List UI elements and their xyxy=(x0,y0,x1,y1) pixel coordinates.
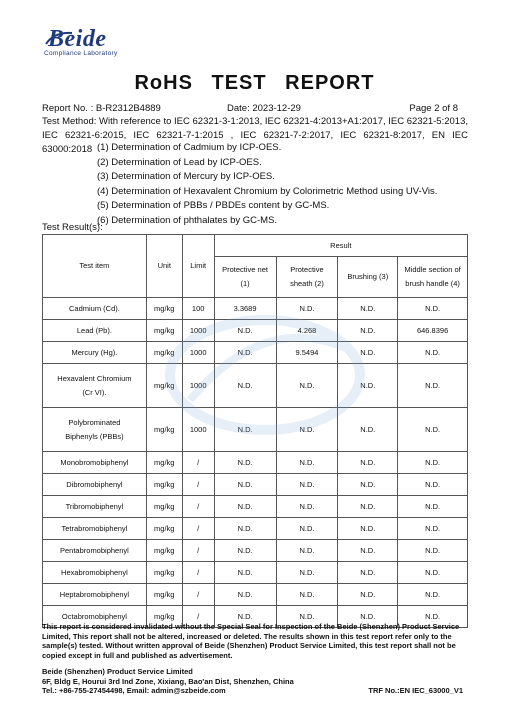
row-value: N.D. xyxy=(214,540,276,562)
row-value: N.D. xyxy=(214,320,276,342)
row-value: N.D. xyxy=(276,474,338,496)
table-row xyxy=(43,540,468,562)
footer-disclaimer: This report is considered invalidated without the Special Seal for Inspection of the Beide (Shenzhen) Product Service Limited, This report shall not be altered, increased or deleted. The results shown in this test report refer only to the sample(s) tested. Without written approval of Beide (Shenzhen) Product Service Limited, this test report shall not be copied except in full and published as advertisement. xyxy=(42,622,460,660)
logo-tagline: Compliance Laboratory xyxy=(44,50,118,57)
row-value: N.D. xyxy=(214,452,276,474)
row-value: N.D. xyxy=(398,518,468,540)
row-value: N.D. xyxy=(214,518,276,540)
company-logo xyxy=(44,26,134,60)
row-unit: mg/kg xyxy=(146,364,182,408)
row-value: N.D. xyxy=(338,408,398,452)
table-row xyxy=(43,518,468,540)
row-item: Lead (Pb). xyxy=(43,320,147,342)
table-row xyxy=(43,474,468,496)
determination-item: (6) Determination of phthalates by GC-MS. xyxy=(97,214,278,226)
table-row xyxy=(43,298,468,320)
row-unit: mg/kg xyxy=(146,540,182,562)
row-value: N.D. xyxy=(338,562,398,584)
row-value: N.D. xyxy=(214,562,276,584)
row-value: N.D. xyxy=(214,474,276,496)
row-value: N.D. xyxy=(338,298,398,320)
header-unit: Unit xyxy=(146,235,182,298)
row-value: N.D. xyxy=(276,518,338,540)
row-value: N.D. xyxy=(276,540,338,562)
row-item: Pentabromobiphenyl xyxy=(43,540,147,562)
row-value: N.D. xyxy=(398,364,468,408)
row-limit: 1000 xyxy=(182,408,214,452)
row-limit: / xyxy=(182,452,214,474)
header-result: Result xyxy=(214,235,467,257)
footer-contact: Tel.: +86-755-27454498, Email: admin@szbeide.com xyxy=(42,686,226,695)
determination-item: (4) Determination of Hexavalent Chromium by Colorimetric Method using UV-Vis. xyxy=(97,185,438,197)
page-number: Page 2 of 8 xyxy=(409,103,458,114)
table-row xyxy=(43,452,468,474)
header-col-3: Brushing (3) xyxy=(338,257,398,298)
row-limit: / xyxy=(182,562,214,584)
row-value: N.D. xyxy=(276,606,338,628)
page-title: RoHS TEST REPORT xyxy=(134,72,375,94)
row-value: N.D. xyxy=(338,474,398,496)
row-value: 646.8396 xyxy=(398,320,468,342)
row-value: N.D. xyxy=(398,474,468,496)
row-value: N.D. xyxy=(214,342,276,364)
row-value: N.D. xyxy=(276,408,338,452)
row-limit: / xyxy=(182,540,214,562)
row-value: N.D. xyxy=(276,452,338,474)
row-item: Dibromobiphenyl xyxy=(43,474,147,496)
row-unit: mg/kg xyxy=(146,496,182,518)
row-item: Polybrominated Biphenyls (PBBs) xyxy=(43,408,147,452)
row-value: 9.5494 xyxy=(276,342,338,364)
row-value: N.D. xyxy=(338,452,398,474)
row-value: N.D. xyxy=(398,342,468,364)
row-limit: / xyxy=(182,606,214,628)
table-row xyxy=(43,562,468,584)
row-limit: / xyxy=(182,518,214,540)
row-item: Heptabromobiphenyl xyxy=(43,584,147,606)
table-row xyxy=(43,584,468,606)
test-method: Test Method: With reference to IEC 62321-3-1:2013, IEC 62321-4:2013+A1:2017, IEC 62321-5:2013, IEC 62321-6:2015, IEC 62321-7-1:2015 , IEC 62321-7-2:2017, IEC 62321-8:2017, EN IEC 63000:2018 xyxy=(42,116,468,155)
row-unit: mg/kg xyxy=(146,408,182,452)
row-value: N.D. xyxy=(338,320,398,342)
row-item: Octabromobiphenyl xyxy=(43,606,147,628)
row-item: Hexabromobiphenyl xyxy=(43,562,147,584)
row-limit: 1000 xyxy=(182,364,214,408)
determination-item: (1) Determination of Cadmium by ICP-OES. xyxy=(97,142,282,153)
row-value: 4.268 xyxy=(276,320,338,342)
row-limit: 100 xyxy=(182,298,214,320)
table-row xyxy=(43,364,468,408)
row-value: N.D. xyxy=(338,584,398,606)
row-limit: / xyxy=(182,496,214,518)
row-item: Tetrabromobiphenyl xyxy=(43,518,147,540)
footer-address: 6F, Bldg E, Hourui 3rd Ind Zone, Xixiang, Bao'an Dist, Shenzhen, China xyxy=(42,676,294,686)
results-table xyxy=(42,234,468,628)
results-body xyxy=(43,298,468,628)
footer-address-block xyxy=(42,667,294,696)
determination-item: (5) Determination of PBBs / PBDEs content by GC-MS. xyxy=(97,200,330,212)
test-result-label: Test Result(s): xyxy=(42,222,103,233)
row-value: N.D. xyxy=(214,584,276,606)
row-value: N.D. xyxy=(276,496,338,518)
row-item: Hexavalent Chromium (Cr VI). xyxy=(43,364,147,408)
row-item: Cadmium (Cd). xyxy=(43,298,147,320)
row-unit: mg/kg xyxy=(146,562,182,584)
row-value: N.D. xyxy=(398,606,468,628)
row-limit: 1000 xyxy=(182,320,214,342)
footer-company: Beide (Shenzhen) Product Service Limited xyxy=(42,667,193,676)
table-row xyxy=(43,408,468,452)
row-value: N.D. xyxy=(214,606,276,628)
row-value: N.D. xyxy=(398,562,468,584)
row-value: N.D. xyxy=(398,298,468,320)
row-value: N.D. xyxy=(398,540,468,562)
row-value: N.D. xyxy=(398,496,468,518)
row-value: N.D. xyxy=(338,342,398,364)
row-value: N.D. xyxy=(276,562,338,584)
row-item: Tribromobiphenyl xyxy=(43,496,147,518)
row-value: N.D. xyxy=(398,584,468,606)
row-item: Monobromobiphenyl xyxy=(43,452,147,474)
table-row xyxy=(43,320,468,342)
row-value: N.D. xyxy=(338,364,398,408)
row-limit: / xyxy=(182,474,214,496)
row-value: N.D. xyxy=(276,584,338,606)
row-value: 3.3689 xyxy=(214,298,276,320)
report-number: Report No. : B-R2312B4889 xyxy=(42,103,161,114)
logo-wordmark: Beide xyxy=(48,26,107,52)
header-col-1: Protective net (1) xyxy=(214,257,276,298)
table-row xyxy=(43,496,468,518)
row-unit: mg/kg xyxy=(146,298,182,320)
row-value: N.D. xyxy=(338,606,398,628)
row-limit: 1000 xyxy=(182,342,214,364)
row-value: N.D. xyxy=(276,364,338,408)
row-unit: mg/kg xyxy=(146,606,182,628)
determination-item: (3) Determination of Mercury by ICP-OES. xyxy=(97,171,275,183)
row-value: N.D. xyxy=(338,540,398,562)
row-value: N.D. xyxy=(214,408,276,452)
row-value: N.D. xyxy=(214,496,276,518)
row-value: N.D. xyxy=(338,496,398,518)
determination-list xyxy=(97,141,437,229)
row-value: N.D. xyxy=(276,298,338,320)
row-value: N.D. xyxy=(398,452,468,474)
row-unit: mg/kg xyxy=(146,452,182,474)
row-unit: mg/kg xyxy=(146,342,182,364)
header-col-2: Protective sheath (2) xyxy=(276,257,338,298)
row-value: N.D. xyxy=(338,518,398,540)
header-limit: Limit xyxy=(182,235,214,298)
report-date: Date: 2023-12-29 xyxy=(227,103,301,114)
row-item: Mercury (Hg). xyxy=(43,342,147,364)
row-unit: mg/kg xyxy=(146,474,182,496)
row-unit: mg/kg xyxy=(146,320,182,342)
header-test-item: Test item xyxy=(43,235,147,298)
determination-item: (2) Determination of Lead by ICP-OES. xyxy=(97,156,262,168)
row-unit: mg/kg xyxy=(146,518,182,540)
header-col-4: Middle section of brush handle (4) xyxy=(398,257,468,298)
footer-trf-number: TRF No.:EN IEC_63000_V1 xyxy=(368,686,463,695)
table-row xyxy=(43,342,468,364)
row-value: N.D. xyxy=(214,364,276,408)
row-value: N.D. xyxy=(398,408,468,452)
row-limit: / xyxy=(182,584,214,606)
row-unit: mg/kg xyxy=(146,584,182,606)
